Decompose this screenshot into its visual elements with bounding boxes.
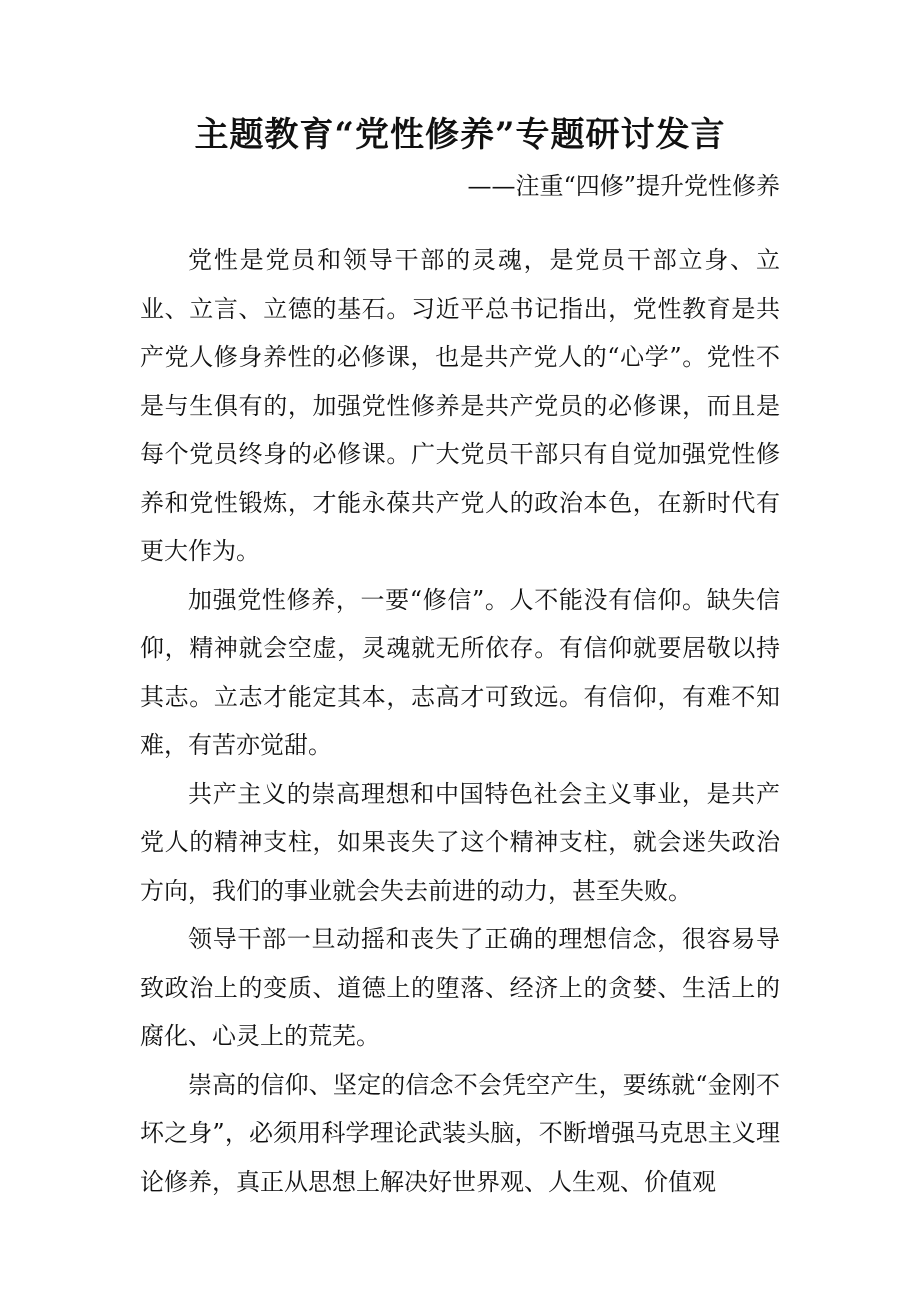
- document-body: [140, 236, 780, 1206]
- paragraph-2: 加强党性修养，一要“修信”。人不能没有信仰。缺失信仰，精神就会空虚，灵魂就无所依存。有信仰就要居敬以持其志。立志才能定其本，志高才可致远。有信仰，有难不知难，有苦亦觉甜。: [140, 585, 780, 759]
- paragraph-5: 崇高的信仰、坚定的信念不会凭空产生，要练就“金刚不坏之身”，必须用科学理论武装头脑，不断增强马克思主义理论修养，真正从思想上解决好世界观、人生观、价值观: [140, 1070, 780, 1196]
- paragraph-3: 共产主义的崇高理想和中国特色社会主义事业，是共产党人的精神支柱，如果丧失了这个精神支柱，就会迷失政治方向，我们的事业就会失去前进的动力，甚至失败。: [140, 779, 780, 905]
- document-title: 主题教育“党性修养”专题研讨发言: [194, 115, 726, 155]
- paragraph-1: 党性是党员和领导干部的灵魂，是党员干部立身、立业、立言、立德的基石。习近平总书记指出，党性教育是共产党人修身养性的必修课，也是共产党人的“心学”。党性不是与生俱有的，加强党性修养是共产党员的必修课，而且是每个党员终身的必修课。广大党员干部只有自觉加强党性修养和党性锻炼，才能永葆共产党人的政治本色，在新时代有更大作为。: [140, 246, 780, 565]
- paragraph-4: 领导干部一旦动摇和丧失了正确的理想信念，很容易导致政治上的变质、道德上的堕落、经济上的贪婪、生活上的腐化、心灵上的荒芜。: [140, 925, 780, 1050]
- document-subtitle: ——注重“四修”提升党性修养: [467, 172, 780, 200]
